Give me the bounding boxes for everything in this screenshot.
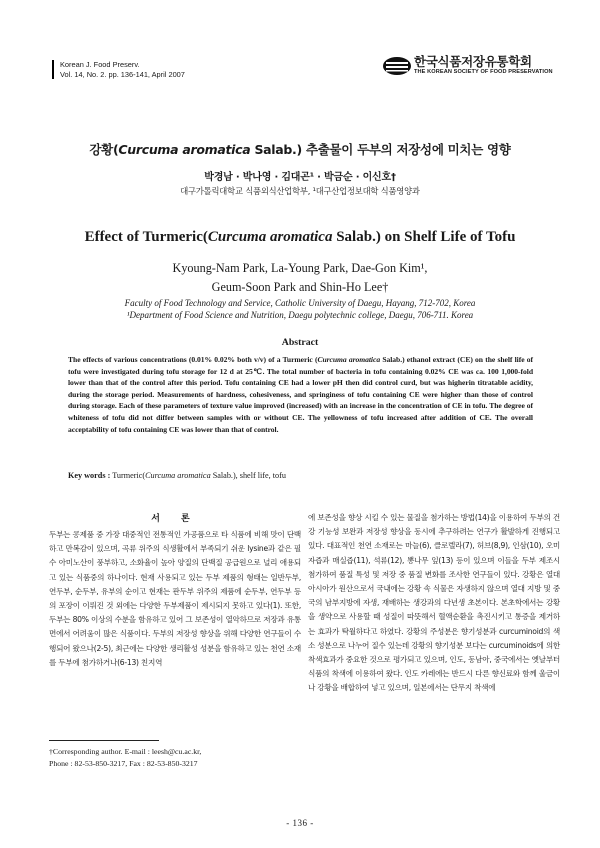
society-name-kr: 한국식품저장유통학회 <box>414 54 532 69</box>
corresponding-author-footnote <box>49 746 301 770</box>
english-affiliation <box>60 297 540 321</box>
english-affiliation-line2: ¹Department of Food Science and Nutrition, Daegu polytechnic college, Daegu, 706-711. Korea <box>126 310 474 320</box>
page-number: - 136 - <box>286 818 314 828</box>
latin-species-name: Curcuma aromatica <box>145 471 211 480</box>
abstract-heading: Abstract <box>281 337 319 348</box>
section-heading-introduction: 서 론 <box>151 514 199 524</box>
abstract-text: The effects of various concentrations (0.01% 0.02% both v/v) of a Turmeric (Curcuma aromatica Salab.) ethanol extract (CE) on the shelf life of tofu were investigated during tofu storage for 12 d at 25℃. The total number of bacteria in tofu containing 0.02% CE was ca. 100 1,000-fold lower than that of the control after this period. Tofu containing CE had a lower pH then did control curd, but was higherin titratable acidity, during the storage period. Measurements of hardness, cohesiveness, and springiness of tofu containing CE were higher than those of control during storage. Each of these parameters of texture value improved (increased) with an increase in the concentration of CE in tofu. The degree of whiteness of tofu did not differ between samples with or without CE. The yellowness of tofu increased after addition of CE. The overall acceptability of tofu containing CE was lower than that of control. <box>68 355 534 434</box>
latin-species-name: Curcuma aromatica <box>207 229 333 245</box>
footnote-divider <box>49 740 159 741</box>
english-affiliation-line1: Faculty of Food Technology and Service, Catholic University of Daegu, Hayang, 712-702, Korea <box>124 298 476 308</box>
footnote-email: †Corresponding author. E-mail : leesh@cu.ac.kr, <box>49 747 202 756</box>
society-logo <box>382 54 554 80</box>
english-authors <box>140 259 460 297</box>
latin-species-name: Curcuma aromatica <box>317 355 381 364</box>
keywords-text: Turmeric(Curcuma aromatica Salab.), shelf life, tofu <box>110 471 286 480</box>
korean-authors: 박경남 · 박나영 · 김대곤¹ · 박금순 · 이신호† <box>204 172 396 183</box>
korean-title: 강황(Curcuma aromatica Salab.) 추출물이 두부의 저장성에 미치는 영향 <box>89 142 511 157</box>
english-authors-line2: Geum-Soon Park and Shin-Ho Lee† <box>211 280 389 294</box>
body-column-left: 두부는 콩제품 중 가장 대중적인 전통적인 가공품으로 타 식품에 비해 맛이 단백하고 만복감이 있으며, 곡류 위주의 식생활에서 부족되기 쉬운 lysine과 같은 필수 아미노산이 풍부하고, 소화율이 높아 양질의 단백질 공급원으로 널리 애용되고 있는 식품중의 하나이다. 현재 사용되고 있는 두부 제품의 형태는 일반두부, 연두부, 순두부, 유부의 순이고 현재는 판두부 위주의 제품에 순두부, 연두부 등의 포장이 이뤄진 것 외에는 다양한 두부제품이 제시되지 못하고 있다(1). 또한, 두부는 80% 이상의 수분을 함유하고 있어 그 보존성이 열악하므로 저장과 유통면에서 어려움이 많은 식품이다. 두부의 저장성 향상을 위해 다양한 연구들이 수행되어 왔으나(2-5), 최근에는 다양한 생리활성 성분을 함유하고 있는 천연 소재를 두부에 첨가하거나(6-13) 친지역 <box>49 530 301 667</box>
society-name-en: THE KOREAN SOCIETY OF FOOD PRESERVATION <box>414 69 553 75</box>
keywords-label: Key words : <box>68 471 111 480</box>
english-authors-line1: Kyoung-Nam Park, La-Young Park, Dae-Gon Kim¹, <box>172 261 428 275</box>
journal-name: Korean J. Food Preserv. <box>60 60 140 69</box>
english-title: Effect of Turmeric(Curcuma aromatica Salab.) on Shelf Life of Tofu <box>84 229 516 245</box>
latin-species-name: Curcuma aromatica <box>118 142 251 157</box>
korean-affiliation: 대구가톨릭대학교 식품외식산업학부, ¹대구산업정보대학 식품영양과 <box>180 186 420 196</box>
footnote-phone: Phone : 82-53-850-3217, Fax : 82-53-850-3217 <box>49 759 198 768</box>
journal-citation <box>52 60 320 79</box>
body-column-right: 에 보존성을 향상 시킬 수 있는 물질을 첨가하는 방법(14)을 이용하여 두부의 건강 기능성 보완과 저장성 향상을 동시에 추구하려는 연구가 활발하게 진행되고 있다. 대표적인 천연 소재로는 마늘(6), 클로렐라(7), 허브(8,9), 인삼(10), 오미자즙과 매실즙(11), 석류(12), 뽕나무 잎(13) 등이 있으며 이들을 두부 제조시 첨가하여 품질 특성 및 저장 중 품질 변화를 조사한 연구들이 있다. 강황은 열대 아시아가 원산으로서 국내에는 강황 속 식물은 자생하지 않으며 열대 지방 및 중국의 남부지방에 자생, 재배하는 생강과의 다년생 초본이다. 본초학에서는 강황을 생약으로 사용할 때 성질이 따뜻해서 혈액순환을 촉진시키고 통증을 제거하는 효과가 탁월하다고 하였다. 강황의 주성분은 향기성분과 curcuminoid의 색소 성분으로 나누어 질수 있는데 강황의 향기성분 보다는 curcuminoids에 의한 착색효과가 중요한 것으로 평가되고 있으며, 인도, 동남아, 중국에서는 옛날부터 식품의 착색에 이용하여 왔다. 인도 카레에는 반드시 다른 향신료와 함께 울금이나 강황을 배합하여 넣고 있으며, 일본에서는 단무지 착색에 <box>308 513 560 693</box>
keywords <box>68 471 533 480</box>
journal-volume: Vol. 14, No. 2. pp. 136-141, April 2007 <box>60 69 185 79</box>
society-emblem-icon <box>382 56 412 76</box>
